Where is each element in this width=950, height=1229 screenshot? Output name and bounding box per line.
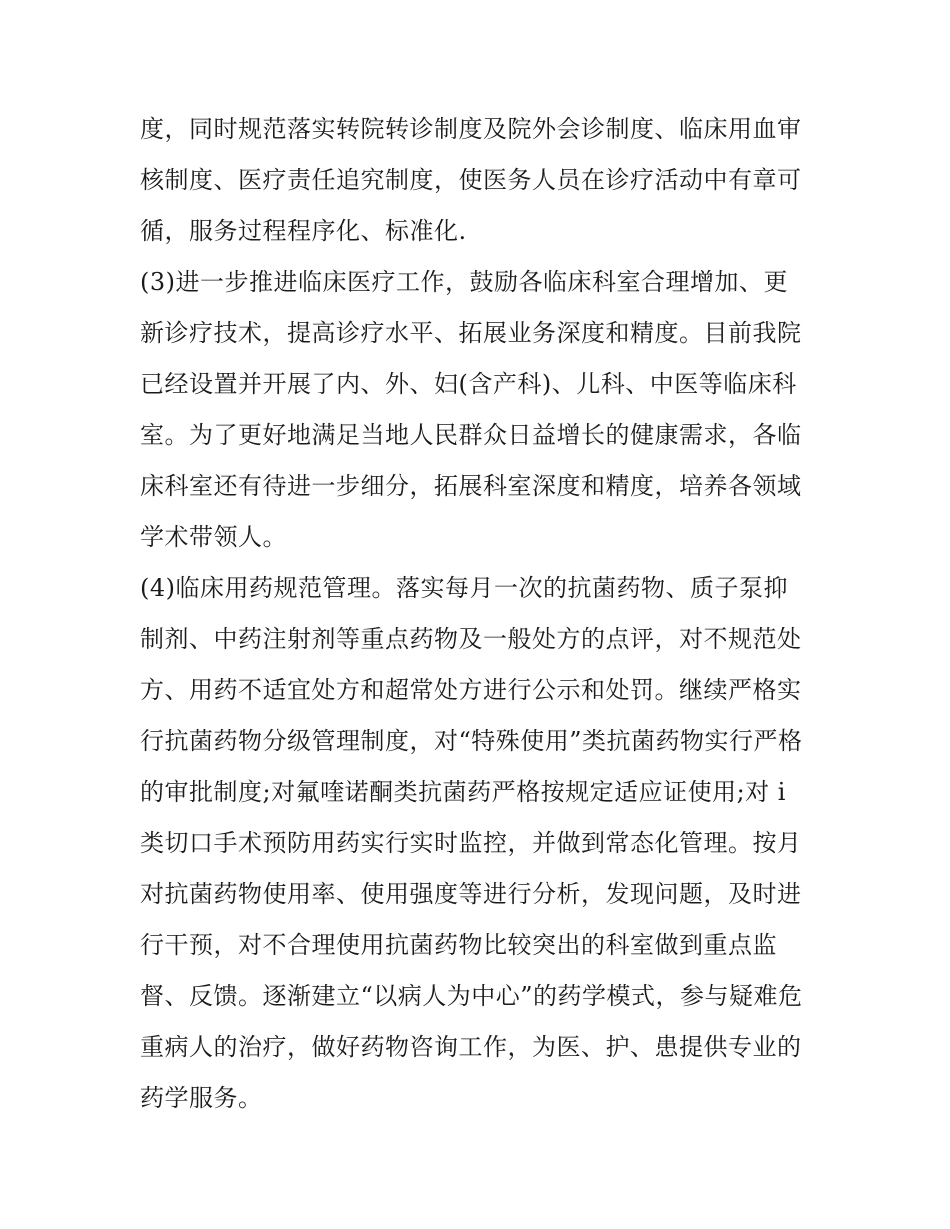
text-line: 床科室还有待进一步细分，拓展科室深度和精度，培养各领域 (140, 472, 802, 500)
text-line: 度，同时规范落实转院转诊制度及院外会诊制度、临床用血审 (140, 115, 802, 143)
text-line: 督、反馈。逐渐建立“以病人为中心”的药学模式，参与疑难危 (140, 982, 803, 1010)
text-line: 行抗菌药物分级管理制度，对“特殊使用”类抗菌药物实行严格 (140, 727, 803, 755)
text-line: 对抗菌药物使用率、使用强度等进行分析，发现问题，及时进 (140, 880, 802, 908)
body-text (140, 110, 820, 1130)
text-line: 方、用药不适宜处方和超常处方进行公示和处罚。继续严格实 (140, 676, 802, 704)
text-line: 室。为了更好地满足当地人民群众日益增长的健康需求，各临 (140, 421, 802, 449)
text-line: 重病人的治疗，做好药物咨询工作，为医、护、患提供专业的 (140, 1033, 802, 1061)
text-line: 已经设置并开展了内、外、妇(含产科)、儿科、中医等临床科 (140, 370, 797, 398)
text-line: 新诊疗技术，提高诊疗水平、拓展业务深度和精度。目前我院 (140, 319, 802, 347)
text-line: 循，服务过程程序化、标准化. (140, 217, 467, 245)
text-line: 行干预，对不合理使用抗菌药物比较突出的科室做到重点监 (140, 931, 777, 959)
text-line: 的审批制度;对氟喹诺酮类抗菌药严格按规定适应证使用;对 i (140, 778, 786, 806)
text-line: (4)临床用药规范管理。落实每月一次的抗菌药物、质子泵抑 (140, 574, 788, 602)
text-line: (3)进一步推进临床医疗工作，鼓励各临床科室合理增加、更 (140, 268, 788, 296)
text-line: 学术带领人。 (140, 523, 287, 551)
text-line: 核制度、医疗责任追究制度，使医务人员在诊疗活动中有章可 (140, 166, 802, 194)
text-line: 制剂、中药注射剂等重点药物及一般处方的点评，对不规范处 (140, 625, 802, 653)
text-line: 药学服务。 (140, 1084, 263, 1112)
text-line: 类切口手术预防用药实行实时监控，并做到常态化管理。按月 (140, 829, 802, 857)
